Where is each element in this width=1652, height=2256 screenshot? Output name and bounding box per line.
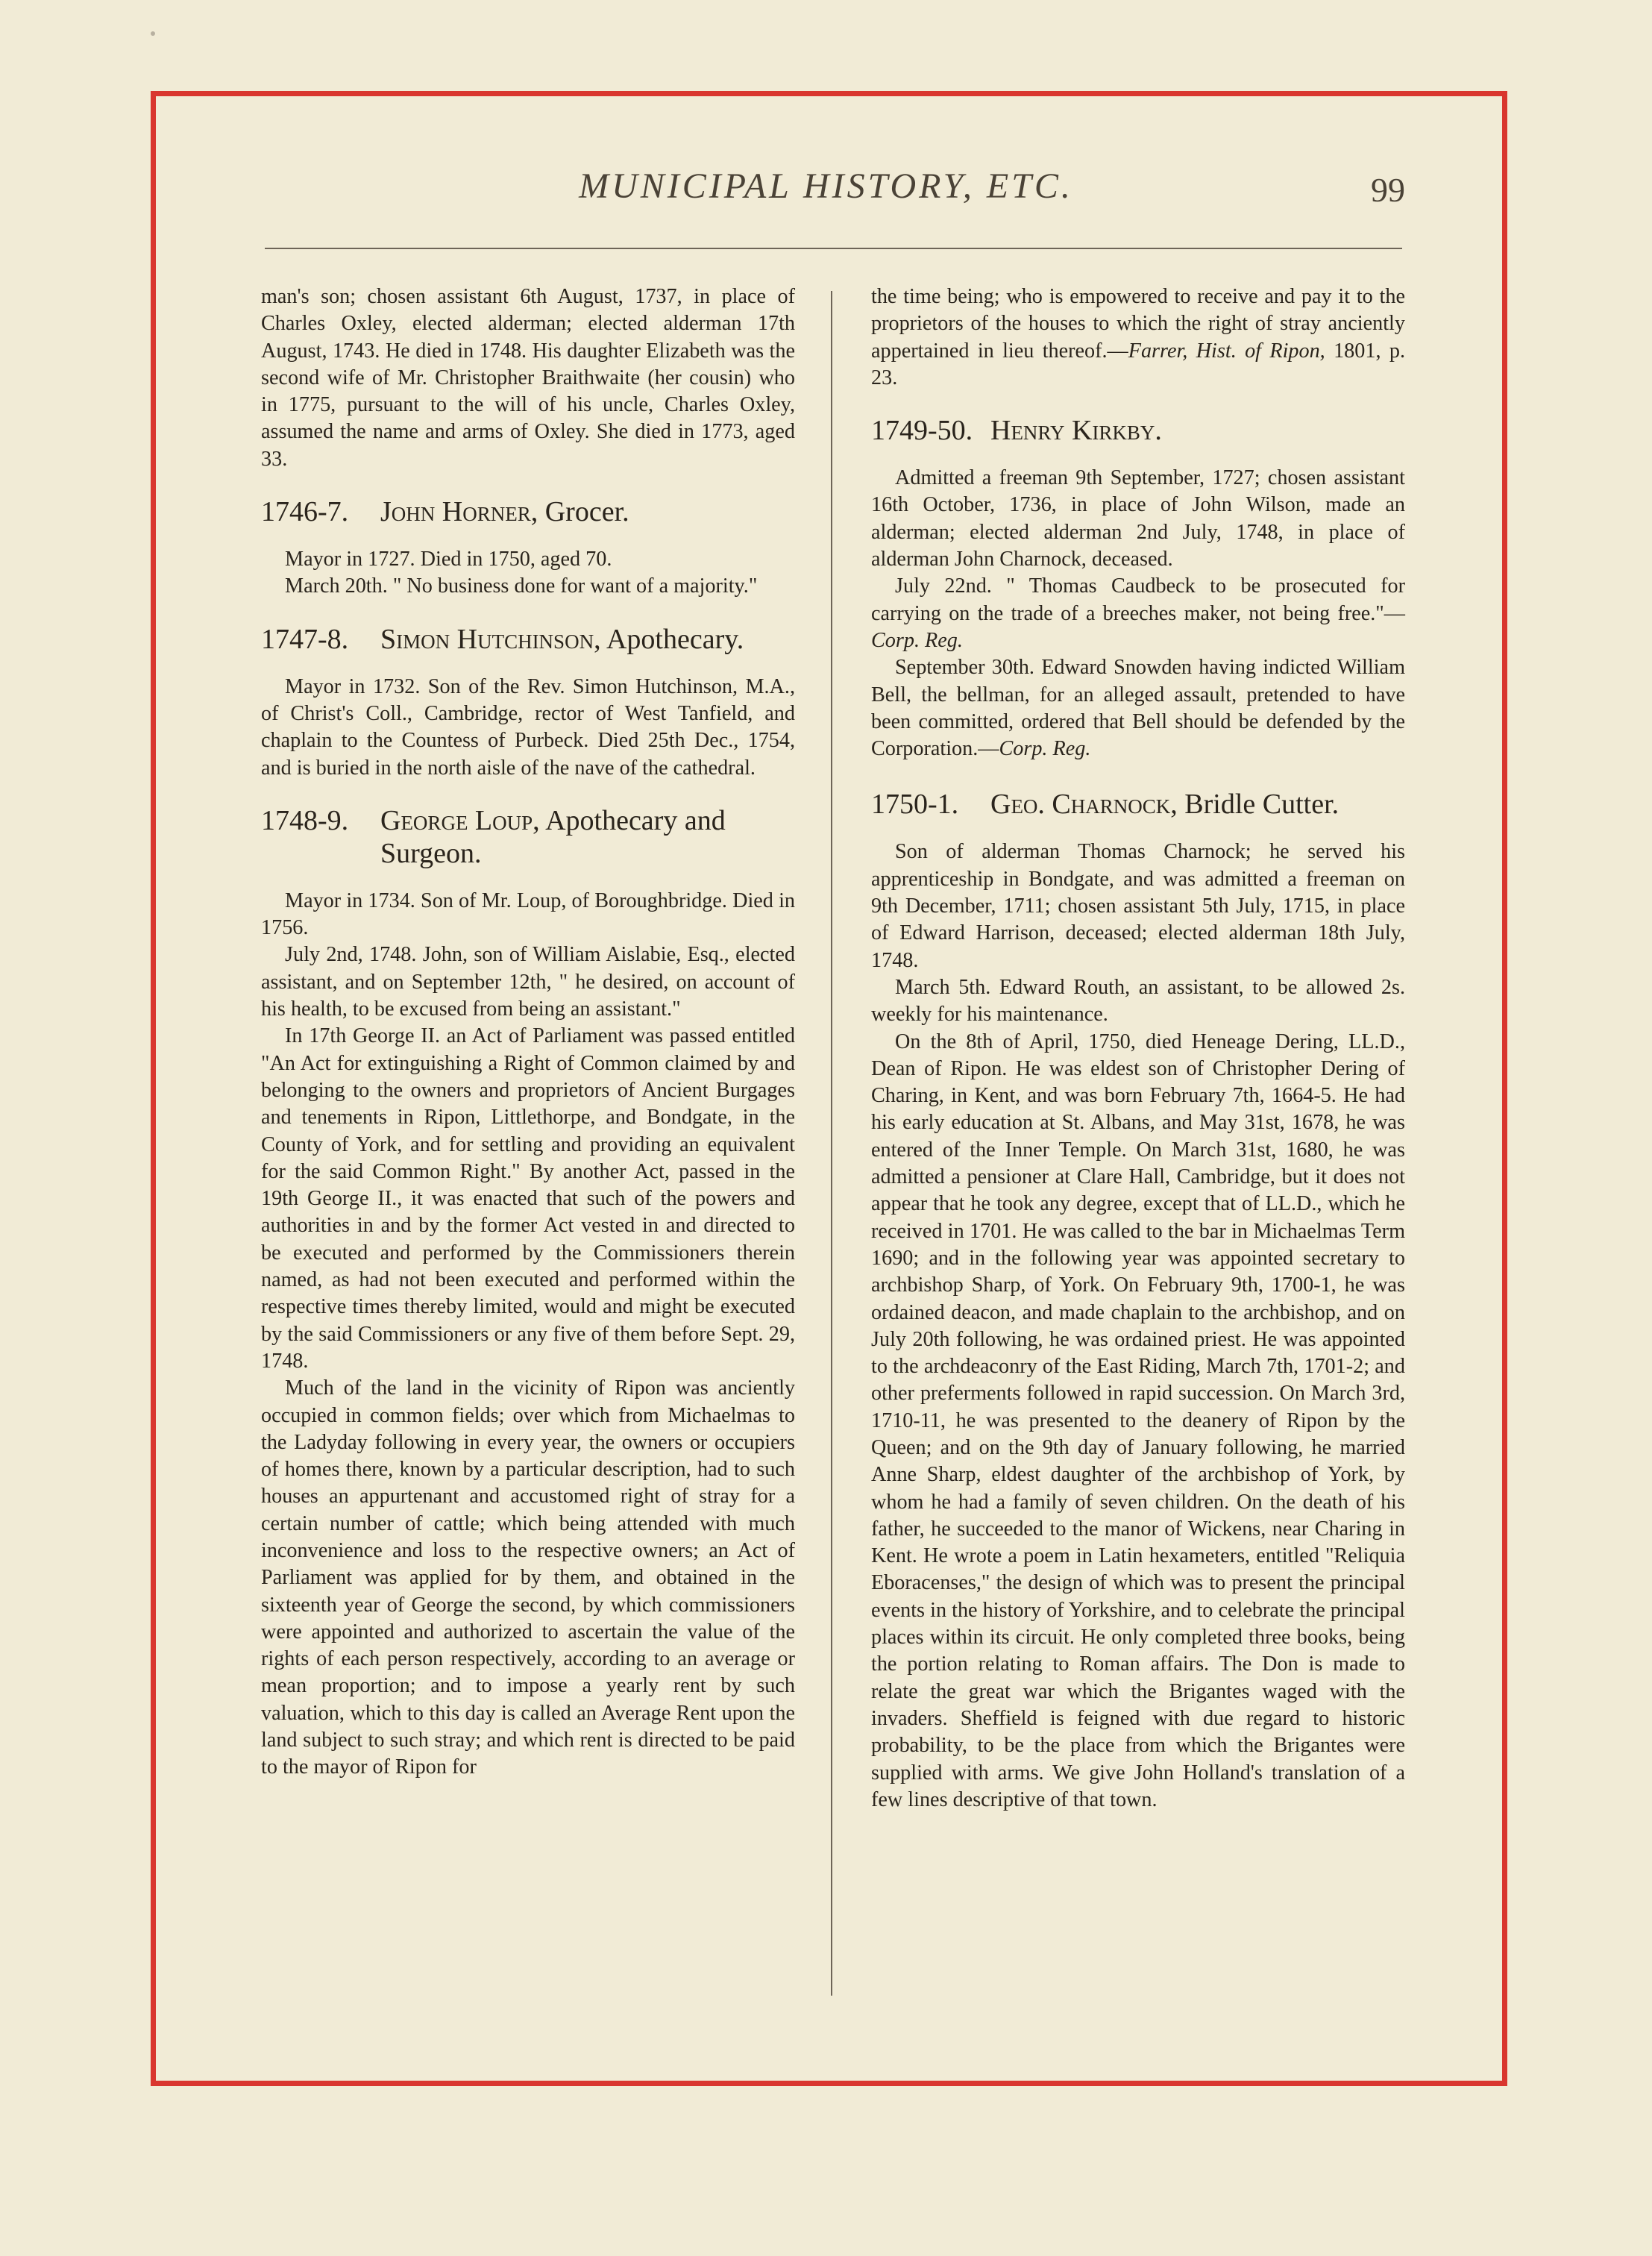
entry-heading-1748 — [261, 804, 795, 870]
column-divider — [831, 291, 832, 1996]
paragraph: In 17th George II. an Act of Parliament was passed entitled "An Act for extinguishing a Right of Common claimed by and belonging to the owners and proprietors of Ancient Burgages and tenements in Ripon, Littlethorpe, and Bondgate, in the County of York, and for settling and providing an equivalent for the said Common Right." By another Act, passed in the 19th George II., it was enacted that such of the powers and authorities in and by the former Act vested in and directed to be executed and performed by the Commissioners therein named, as had not been executed and performed within the respective times thereby limited, would and might be executed by the said Commissioners or any five of them before Sept. 29, 1748. — [261, 1024, 795, 1373]
entry-year: 1748-9. — [261, 804, 349, 836]
entry-year: 1746-7. — [261, 496, 349, 528]
paragraph: Admitted a freeman 9th September, 1727; chosen assistant 16th October, 1736, in place of John Wilson, made an alderman; elected alderman 2nd July, 1748, in place of alderman John Charnock, deceased. — [871, 466, 1405, 571]
entry-year: 1749-50. — [871, 415, 973, 447]
left-column — [261, 283, 795, 1782]
paragraph: Mayor in 1727. Died in 1750, aged 70. — [285, 548, 612, 571]
paragraph: March 20th. " No business done for want of a majority." — [285, 574, 758, 598]
citation-tail: 1801, p. 23. — [871, 339, 1405, 389]
paragraph-text: the time being; who is empowered to receive and pay it to the proprietors of the houses to which the right of stray anciently appertained in lieu thereof.— — [871, 285, 1405, 363]
mayor-name: John Horner — [380, 496, 531, 528]
paragraph: Much of the land in the vicinity of Ripon was anciently occupied in common fields; over which from Michaelmas to the Ladyday following in every year, the owners or occupiers of homes there, known by a particular description, had to such houses an appurtenant and accustomed right of stray for a certain number of cattle; which being attended with much inconvenience and loss to the respective owners; an Act of Parliament was applied for by them, and obtained in the sixteenth year of George the second, by which commissioners were appointed and authorized to ascertain the value of the rights of each person respectively, according to an average or mean proportion; and to impose a yearly rent by such valuation, which to this day is called an Average Rent upon the land subject to such stray; and which rent is directed to be paid to the mayor of Ripon for — [261, 1376, 795, 1779]
paragraph-text: September 30th. Edward Snowden having indicted William Bell, the bellman, for an alleged assault, pretended to have been committed, ordered that Bell should be defended by the Corporation.— — [871, 656, 1405, 761]
citation: Farrer, Hist. of Ripon, — [1128, 339, 1325, 363]
paragraph: Mayor in 1732. Son of the Rev. Simon Hutchinson, M.A., of Christ's Coll., Cambridge, rector of West Tanfield, and chaplain to the Countess of Purbeck. Died 25th Dec., 1754, and is buried in the north aisle of the nave of the cathedral. — [261, 674, 795, 780]
entry-year: 1750-1. — [871, 789, 959, 821]
paragraph: man's son; chosen assistant 6th August, 1737, in place of Charles Oxley, elected alderman; elected alderman 17th August, 1743. He died in 1748. His daughter Elizabeth was the second wife of Mr. Christopher Braithwaite (her cousin) who in 1775, pursuant to the will of his uncle, Charles Oxley, assumed the name and arms of Oxley. She died in 1773, aged 33. — [261, 285, 795, 471]
entry-heading-1749 — [871, 414, 1405, 447]
paragraph: Mayor in 1734. Son of Mr. Loup, of Boroughbridge. Died in 1756. — [261, 889, 795, 940]
citation: Corp. Reg. — [871, 628, 963, 652]
mayor-name: Henry Kirkby. — [990, 415, 1162, 447]
paragraph: March 5th. Edward Routh, an assistant, to be allowed 2s. weekly for his maintenance. — [871, 975, 1405, 1027]
right-column — [871, 283, 1405, 1814]
entry-heading-1746 — [261, 495, 795, 528]
mayor-name: Geo. Charnock — [990, 789, 1171, 821]
paragraph-text: July 22nd. " Thomas Caudbeck to be prosecuted for carrying on the trade of a breeches maker, not being free."— — [871, 574, 1405, 625]
paragraph: On the 8th of April, 1750, died Heneage Dering, LL.D., Dean of Ripon. He was eldest son of Christopher Dering of Charing, in Kent, and was born February 7th, 1664-5. He had his early education at St. Albans, and May 31st, 1678, he was entered of the Inner Temple. On March 31st, 1680, he was admitted a pensioner at Clare Hall, Cambridge, but it does not appear that he took any degree, except that of LL.D., which he received in 1701. He was called to the bar in Michaelmas Term 1690; and in the following year was appointed secretary to archbishop Sharp, of York. On February 9th, 1700-1, he was ordained deacon, and made chaplain to the archbishop, and on July 20th following, he was ordained priest. He was appointed to the archdeaconry of the East Riding, March 7th, 1701-2; and other preferments followed in rapid succession. On March 3rd, 1710-11, he was presented to the deanery of Ripon by the Queen; and on the 9th day of January following, he married Anne Sharp, eldest daughter of the archbishop of York, by whom he had a family of seven children. On the death of his father, he succeeded to the manor of Wickens, near Charing in Kent. He wrote a poem in Latin hexameters, entitled "Reliquia Eboracenses," the design of which was to present the principal events in the history of Yorkshire, and to celebrate the principal places within its circuit. He only completed three books, being the portion relating to Roman affairs. The Don is made to relate the great war which the Brigantes waged with the invaders. Sheffield is feigned with due regard to historic probability, to be the place from which the Brigantes were supplied with arms. We give John Holland's translation of a few lines descriptive of that town. — [871, 1030, 1405, 1811]
header-rule — [265, 248, 1402, 249]
entry-heading-1750 — [871, 788, 1405, 821]
mayor-trade: , Grocer. — [530, 496, 629, 528]
page-speck — [151, 31, 155, 36]
paragraph: July 2nd, 1748. John, son of William Aislabie, Esq., elected assistant, and on September 12th, " he desired, on account of his health, to be excused from being an assistant." — [261, 943, 795, 1021]
citation: Corp. Reg. — [999, 737, 1091, 761]
page-number: 99 — [1371, 171, 1405, 209]
paragraph: Son of alderman Thomas Charnock; he served his apprenticeship in Bondgate, and was admitted a freeman on 9th December, 1711; chosen assistant 5th July, 1715, in place of Edward Harrison, deceased; elected alderman 18th July, 1748. — [871, 840, 1405, 972]
paragraph — [871, 283, 1405, 392]
paragraph — [871, 573, 1405, 654]
mayor-trade: , Apothecary and Surgeon. — [380, 804, 726, 869]
mayor-name: George Loup — [380, 804, 533, 836]
entry-heading-1747 — [261, 623, 795, 656]
running-title: MUNICIPAL HISTORY, ETC. — [579, 166, 1073, 206]
mayor-trade: , Apothecary. — [594, 623, 744, 655]
paragraph — [871, 654, 1405, 762]
mayor-trade: , Bridle Cutter. — [1170, 789, 1339, 821]
entry-year: 1747-8. — [261, 623, 349, 655]
mayor-name: Simon Hutchinson — [380, 623, 594, 655]
